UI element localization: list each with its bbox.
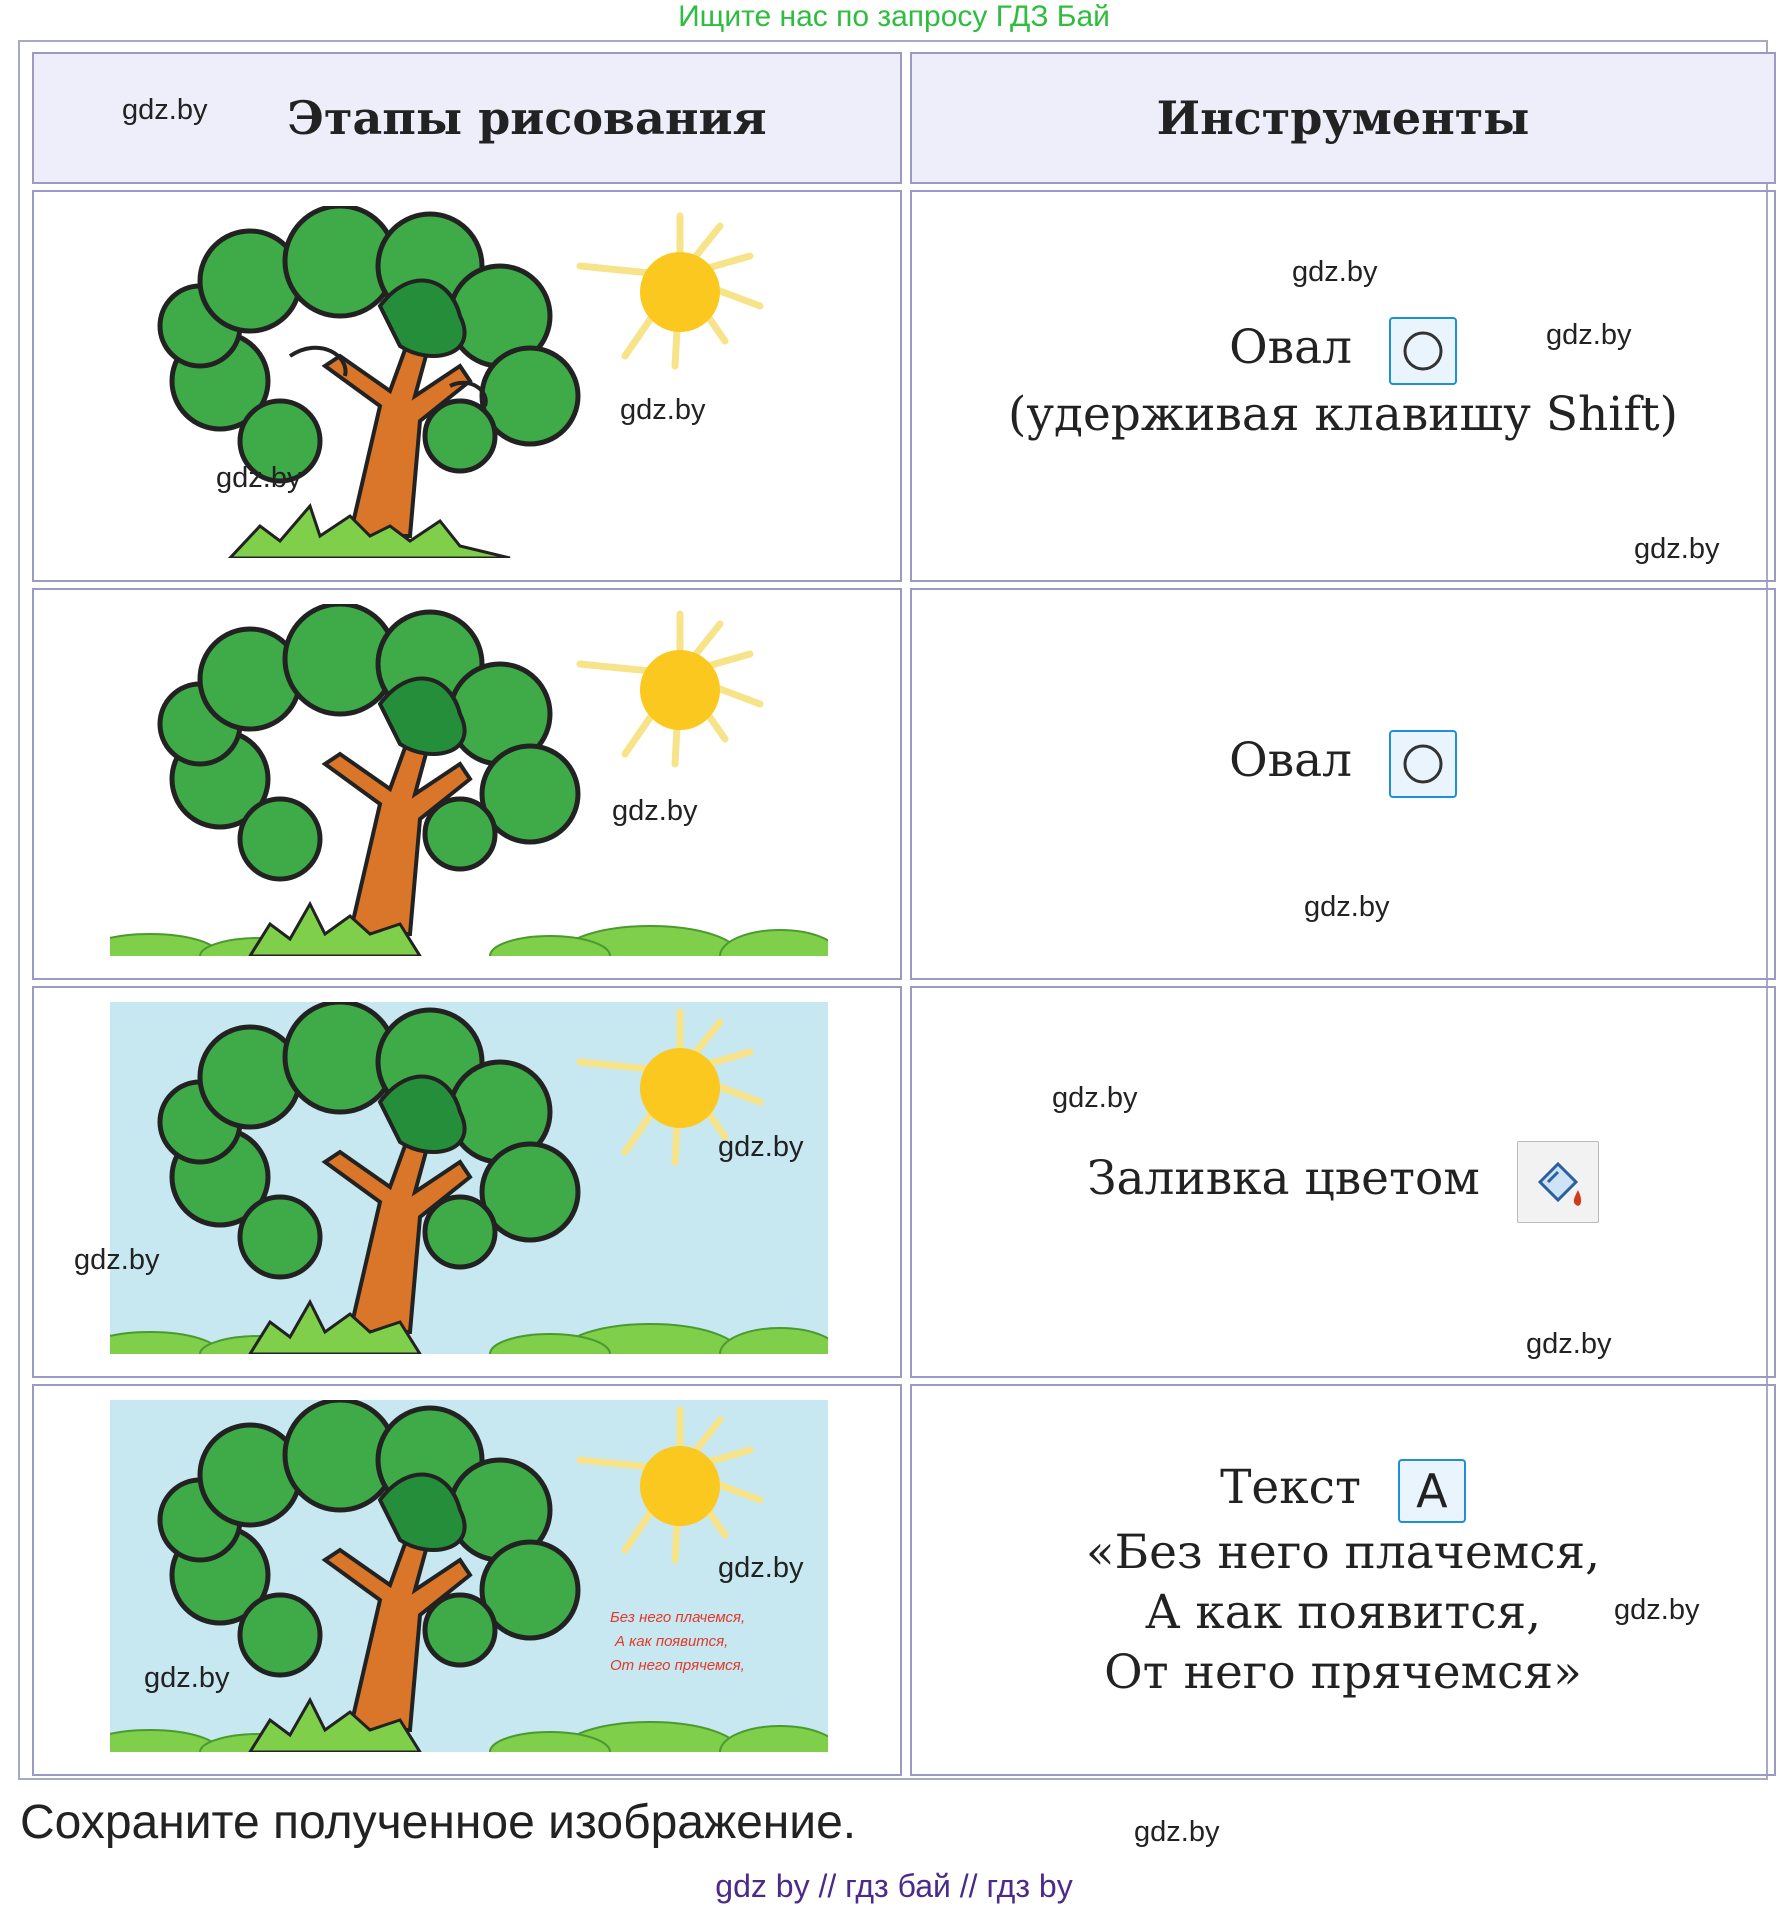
- oval-tool-button[interactable]: [1389, 730, 1457, 798]
- hills-icon: [110, 926, 828, 956]
- stage-row: [32, 1384, 1776, 1776]
- tool-poem-line: А как появится,: [1144, 1584, 1542, 1640]
- tool-poem-line: От него прячемся»: [1104, 1644, 1582, 1700]
- watermark: gdz.by: [1634, 533, 1720, 565]
- tool-name: Заливка цветом: [1087, 1151, 1480, 1206]
- header-tools: [910, 52, 1776, 184]
- watermark: gdz.by: [1614, 1594, 1700, 1626]
- tool-name: Текст: [1220, 1459, 1361, 1515]
- header-row: [32, 52, 1776, 184]
- watermark: gdz.by: [1304, 891, 1390, 923]
- scene-poem-line: Без него плачемся,: [610, 1609, 746, 1626]
- stage-image-cell: [32, 1384, 902, 1776]
- top-note: Ищите нас по запросу ГДЗ Бай: [678, 0, 1110, 33]
- watermark: gdz.by: [718, 1552, 804, 1584]
- scene-poem-line: От него прячемся,: [610, 1657, 745, 1674]
- header-stages: [32, 52, 902, 184]
- watermark: gdz.by: [216, 462, 302, 494]
- stages-table: [24, 46, 1784, 1782]
- stage-row: [32, 190, 1776, 582]
- paint-bucket-icon: [1518, 1142, 1598, 1222]
- watermark: gdz.by: [612, 795, 698, 827]
- header-stages-label: Этапы рисования: [287, 91, 767, 145]
- stage-row: [32, 588, 1776, 980]
- header-tools-label: Инструменты: [1156, 91, 1530, 145]
- tool-cell: [910, 986, 1776, 1378]
- scene-poem: [610, 1609, 745, 1674]
- text-tool-button[interactable]: [1398, 1459, 1466, 1523]
- watermark: gdz.by: [1526, 1328, 1612, 1360]
- fill-tool-button[interactable]: [1517, 1141, 1599, 1223]
- watermark: gdz.by: [1546, 319, 1632, 351]
- tool-name: Овал: [1229, 733, 1352, 788]
- watermark: gdz.by: [74, 1244, 160, 1276]
- bottom-instruction: Сохраните полученное изображение.: [20, 1796, 857, 1849]
- tool-poem-line: «Без него плачемся,: [1085, 1524, 1601, 1580]
- tree-icon: [160, 604, 578, 934]
- watermark: gdz.by: [122, 94, 208, 126]
- stage-image-cell: [32, 588, 902, 980]
- sun-icon: [580, 216, 760, 366]
- drawing-stage-1: [110, 206, 828, 558]
- watermark: gdz.by: [1052, 1082, 1138, 1114]
- tool-note: (удерживая клавишу Shift): [1008, 387, 1678, 442]
- drawing-stage-3: [110, 1002, 828, 1354]
- text-a-icon: A: [1416, 1463, 1448, 1518]
- tool-cell: [910, 588, 1776, 980]
- tool-cell: [910, 190, 1776, 582]
- tool-name: Овал: [1229, 320, 1352, 375]
- oval-tool-button[interactable]: [1389, 317, 1457, 385]
- stage-image-cell: [32, 986, 902, 1378]
- stage-image-cell: [32, 190, 902, 582]
- watermark: gdz.by: [718, 1131, 804, 1163]
- watermark: gdz.by: [1134, 1816, 1220, 1848]
- watermark: gdz.by: [620, 394, 706, 426]
- sun-icon: [580, 614, 760, 764]
- tool-cell: [910, 1384, 1776, 1776]
- watermark: gdz.by: [1292, 256, 1378, 288]
- oval-icon: [1391, 319, 1455, 383]
- stage-row: [32, 986, 1776, 1378]
- footer-links[interactable]: gdz by // гдз бай // гдз by: [715, 1868, 1073, 1904]
- scene-poem-line: А как появится,: [615, 1633, 729, 1650]
- oval-icon: [1391, 732, 1455, 796]
- drawing-stage-2: [110, 604, 828, 956]
- watermark: gdz.by: [144, 1662, 230, 1694]
